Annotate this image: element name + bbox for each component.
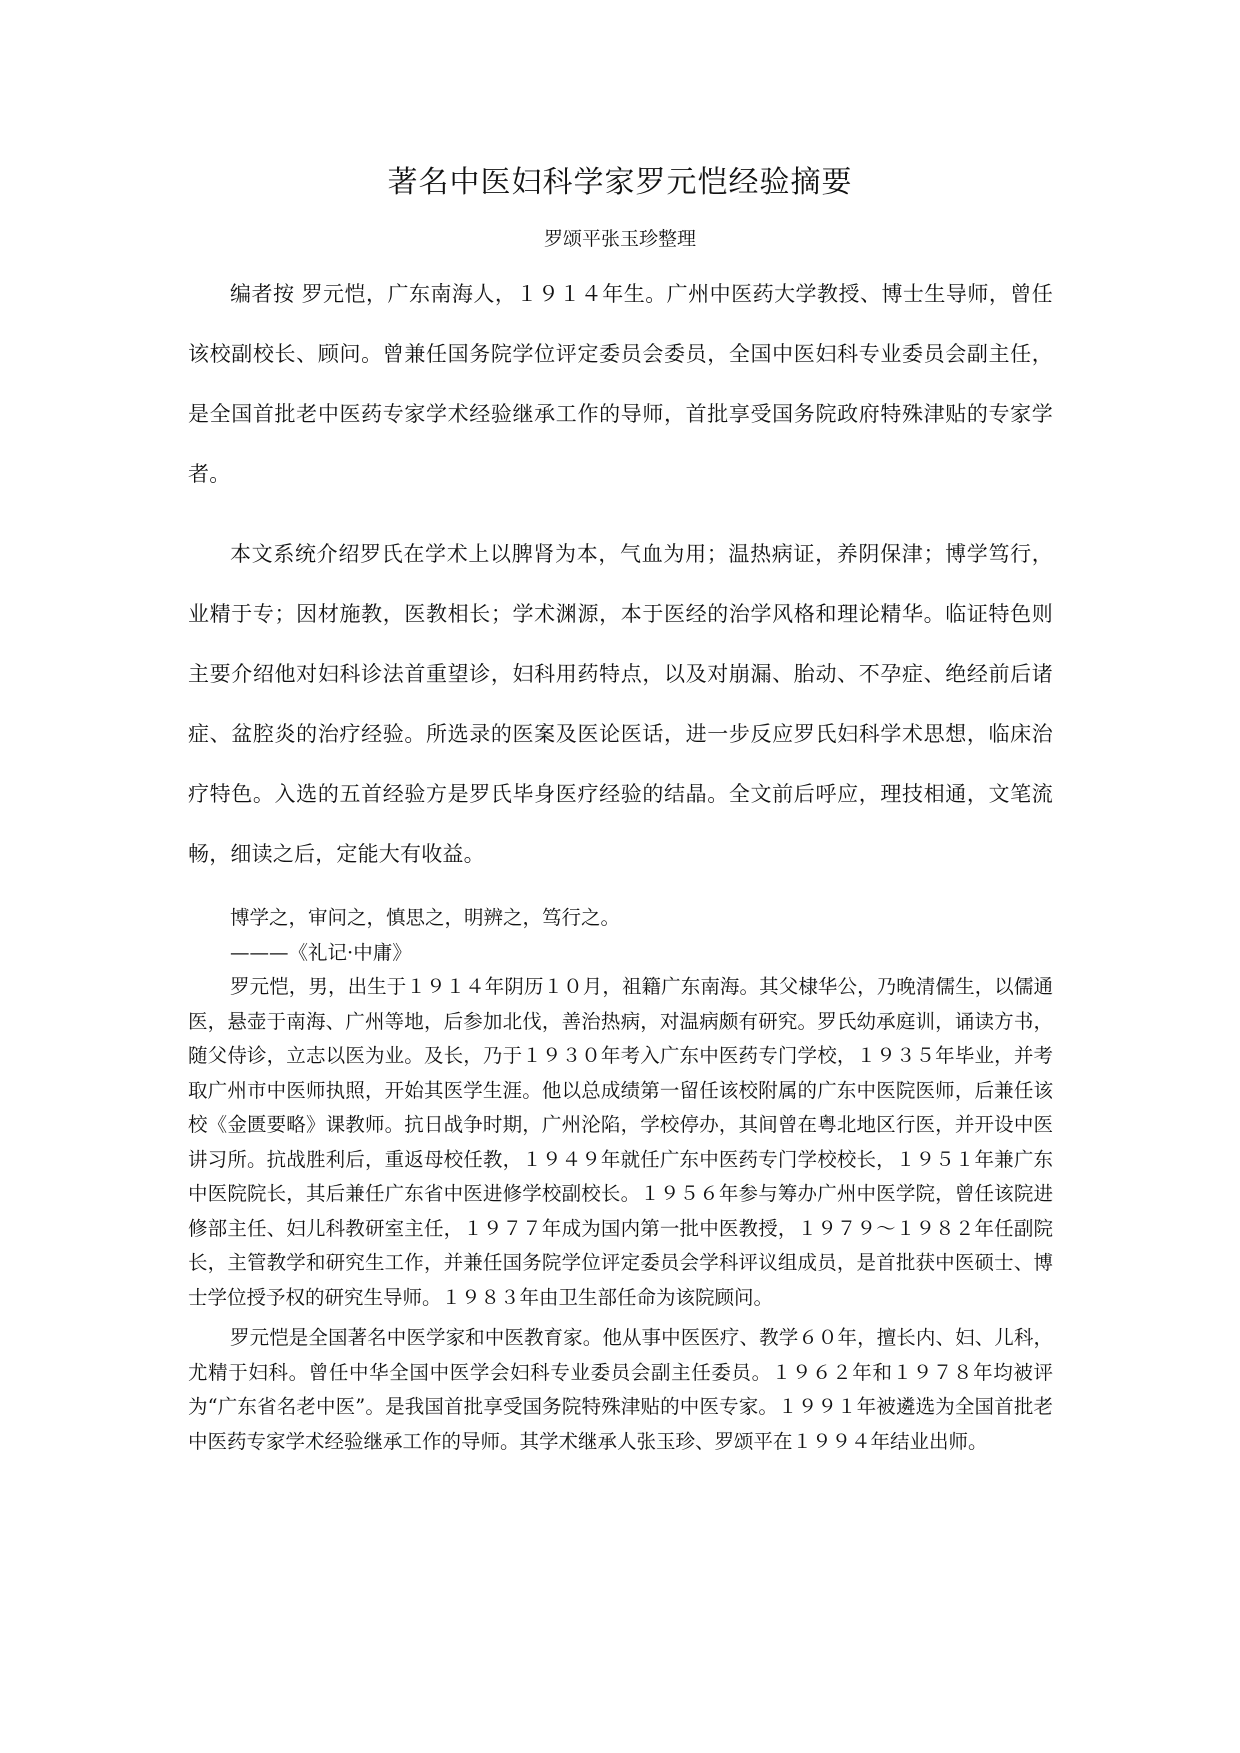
body-paragraph: 罗元恺是全国著名中医学家和中医教育家。他从事中医医疗、教学６０年，擅长内、妇、儿科，尤精于妇科。曾任中华全国中医学会妇科专业委员会副主任委员。１９６２年和１９７８年均被评为“广东省名老中医”。是我国首批享受国务院特殊津贴的中医专家。１９９１年被遴选为全国首批老中医药专家学术经验继承工作的导师。其学术继承人张玉珍、罗颂平在１９９４年结业出师。 — [188, 1326, 1053, 1453]
epigraph-quote: 博学之，审问之，慎思之，明辨之，笃行之。 — [230, 906, 621, 929]
article-body — [188, 901, 1053, 1459]
editor-note-paragraph: 编者按 罗元恺，广东南海人，１９１４年生。广州中医药大学教授、博士生导师，曾任该校副校长、顾问。曾兼任国务院学位评定委员会委员，全国中医妇科专业委员会副主任，是全国首批老中医药专家学术经验继承工作的导师，首批享受国务院政府特殊津贴的专家学者。 — [188, 282, 1053, 486]
epigraph-source: ———《礼记·中庸》 — [230, 940, 412, 964]
editor-note-paragraph: 本文系统介绍罗氏在学术上以脾肾为本，气血为用；温热病证，养阴保津；博学笃行，业精于专；因材施教，医教相长；学术渊源，本于医经的治学风格和理论精华。临证特色则主要介绍他对妇科诊法首重望诊，妇科用药特点，以及对崩漏、胎动、不孕症、绝经前后诸症、盆腔炎的治疗经验。所选录的医案及医论医话，进一步反应罗氏妇科学术思想，临床治疗特色。入选的五首经验方是罗氏毕身医疗经验的结晶。全文前后呼应，理技相通，文笔流畅，细读之后，定能大有收益。 — [188, 542, 1053, 866]
document-byline: 罗颂平张玉珍整理 — [543, 228, 696, 250]
document-title: 著名中医妇科学家罗元恺经验摘要 — [387, 165, 853, 200]
body-paragraph: 罗元恺，男，出生于１９１４年阴历１０月，祖籍广东南海。其父棣华公，乃晚清儒生，以儒通医，悬壶于南海、广州等地，后参加北伐，善治热病，对温病颇有研究。罗氏幼承庭训，诵读方书，随父侍诊，立志以医为业。及长，乃于１９３０年考入广东中医药专门学校，１９３５年毕业，并考取广州市中医师执照，开始其医学生涯。他以总成绩第一留任该校附属的广东中医院医师，后兼任该校《金匮要略》课教师。抗日战争时期，广州沦陷，学校停办，其间曾在粤北地区行医，并开设中医讲习所。抗战胜利后，重返母校任教，１９４９年就任广东中医药专门学校校长，１９５１年兼广东中医院院长，其后兼任广东省中医进修学校副校长。１９５６年参与筹办广州中医学院，曾任该院进修部主任、妇儿科教研室主任，１９７７年成为国内第一批中医教授，１９７９～１９８２年任副院长，主管教学和研究生工作，并兼任国务院学位评定委员会学科评议组成员，是首批获中医硕士、博士学位授予权的研究生导师。１９８３年由卫生部任命为该院顾问。 — [188, 975, 1053, 1309]
editor-note — [188, 264, 1053, 884]
